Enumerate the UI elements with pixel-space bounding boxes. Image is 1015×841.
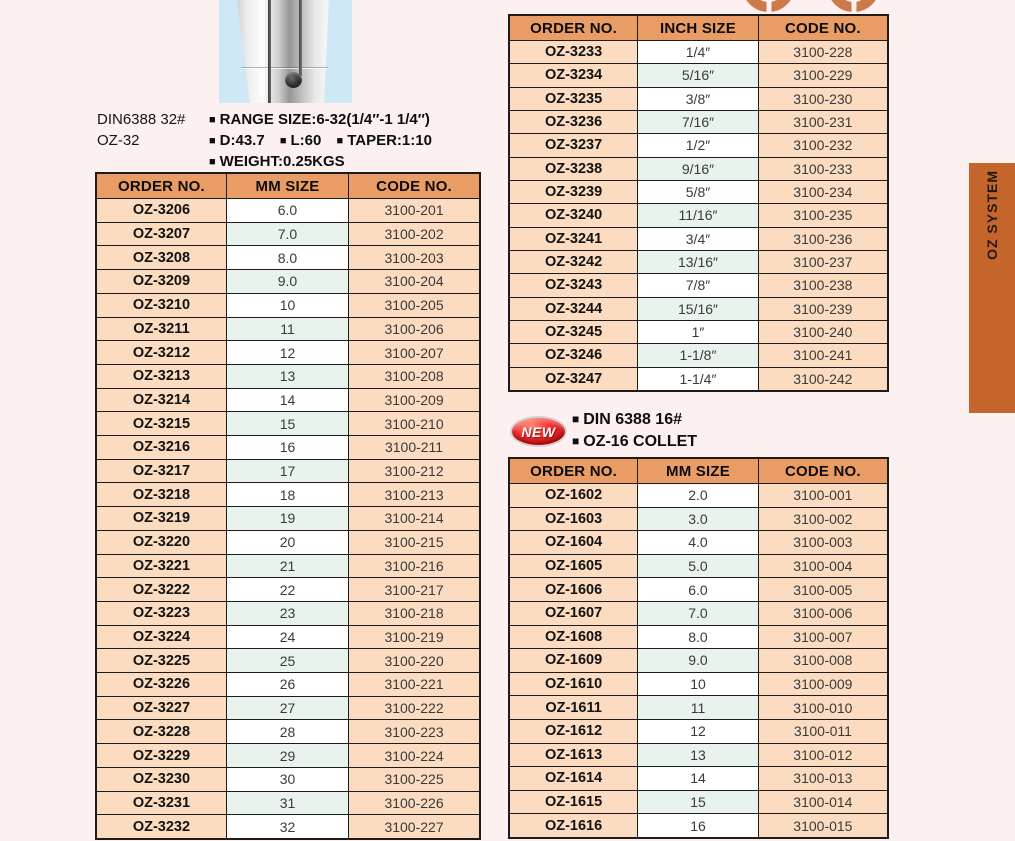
order-no-cell: OZ-3209 [97,270,227,293]
code-no-cell: 3100-212 [349,460,479,483]
size-cell: 10 [227,294,349,317]
table-header-row [510,459,887,484]
order-no-cell: OZ-3232 [97,815,227,838]
size-cell: 7/8″ [638,274,759,296]
oz32-mm-table [95,172,481,840]
code-no-cell: 3100-210 [349,412,479,435]
code-no-cell: 3100-213 [349,483,479,506]
size-cell: 13 [227,365,349,388]
code-no-cell: 3100-201 [349,199,479,222]
size-cell: 10 [638,673,759,696]
order-no-cell: OZ-1610 [510,673,638,696]
table-row [510,696,887,720]
order-no-cell: OZ-1611 [510,696,638,719]
code-no-cell: 3100-011 [759,720,887,743]
table-row [510,181,887,204]
spec-segment [280,132,322,149]
oz16-title-text: DIN 6388 16# [583,411,682,428]
size-cell: 11/16″ [638,204,759,226]
size-cell: 24 [227,626,349,649]
order-no-cell: OZ-3225 [97,649,227,672]
code-no-cell: 3100-009 [759,673,887,696]
table-row [97,744,479,768]
spec-line-weight [209,151,432,172]
order-no-cell: OZ-3226 [97,673,227,696]
code-no-cell: 3100-230 [759,88,887,110]
table-row [510,368,887,390]
order-no-cell: OZ-3245 [510,321,638,343]
code-no-cell: 3100-002 [759,508,887,531]
oz16-title-collet [572,431,697,453]
size-cell: 8.0 [638,626,759,649]
order-no-cell: OZ-3211 [97,318,227,341]
spec-segment [337,132,432,149]
order-no-cell: OZ-1602 [510,484,638,507]
spec-segment [209,111,430,128]
code-no-cell: 3100-013 [759,767,887,790]
order-no-cell: OZ-3218 [97,483,227,506]
table-row [97,365,479,389]
size-cell: 7.0 [227,223,349,246]
collet-ring-graphic [827,0,880,12]
oz32-model-block [97,109,185,151]
code-no-cell: 3100-225 [349,768,479,791]
collet-slot-line [268,0,271,103]
size-cell: 1/4″ [638,41,759,63]
order-no-cell: OZ-3242 [510,251,638,273]
table-header-row [97,174,479,199]
table-row [97,720,479,744]
order-no-cell: OZ-3247 [510,368,638,390]
table-row [97,507,479,531]
table-row [510,251,887,274]
code-no-cell: 3100-207 [349,341,479,364]
bullet-square-icon: ■ [336,135,344,147]
size-cell: 19 [227,507,349,530]
code-no-cell: 3100-236 [759,228,887,250]
table-row [97,199,479,223]
code-no-cell: 3100-231 [759,111,887,133]
spec-segment [209,153,345,170]
size-cell: 9.0 [227,270,349,293]
spec-line-range [209,109,432,130]
collet-body-graphic [219,0,352,103]
code-no-cell: 3100-014 [759,791,887,814]
spec-segment [209,132,265,149]
collet-slot-line [299,0,302,76]
size-cell: 1/2″ [638,134,759,156]
collet-photo [219,0,352,103]
table-row [97,483,479,507]
size-cell: 14 [638,767,759,790]
size-cell: 21 [227,555,349,578]
table-row [97,815,479,838]
order-no-cell: OZ-3208 [97,246,227,269]
table-row [510,626,887,650]
table-row [510,578,887,602]
code-no-cell: 3100-003 [759,531,887,554]
column-header-code-no: CODE NO. [376,177,452,195]
size-cell: 6.0 [227,199,349,222]
size-cell: 30 [227,768,349,791]
table-row [97,602,479,626]
spec-line-dimensions [209,130,432,151]
size-cell: 3/4″ [638,228,759,250]
code-no-cell: 3100-204 [349,270,479,293]
code-no-cell: 3100-226 [349,792,479,815]
order-no-cell: OZ-3215 [97,412,227,435]
order-no-cell: OZ-3243 [510,274,638,296]
order-no-cell: OZ-3229 [97,744,227,767]
code-no-cell: 3100-221 [349,673,479,696]
size-cell: 16 [227,436,349,459]
table-row [97,246,479,270]
table-row [510,602,887,626]
size-cell: 12 [638,720,759,743]
code-no-cell: 3100-005 [759,578,887,601]
model-din-label: DIN6388 32# [97,111,186,128]
order-no-cell: OZ-1614 [510,767,638,790]
order-no-cell: OZ-3240 [510,204,638,226]
order-no-cell: OZ-3222 [97,578,227,601]
column-header-mm-size: MM SIZE [638,459,759,483]
model-oz32-label: OZ-32 [97,132,140,149]
code-no-cell: 3100-006 [759,602,887,625]
bullet-square-icon: ■ [572,434,580,448]
code-no-cell: 3100-001 [759,484,887,507]
oz32-specs [209,109,432,172]
table-row [97,341,479,365]
table-row [97,673,479,697]
table-row [510,531,887,555]
code-no-cell: 3100-211 [349,436,479,459]
code-no-cell: 3100-220 [349,649,479,672]
spec-text: D:43.7 [219,132,265,149]
table-row [510,64,887,87]
table-row [510,228,887,251]
collet-seam-line [241,67,328,68]
code-no-cell: 3100-238 [759,274,887,296]
table-row [510,720,887,744]
table-body [510,41,887,390]
code-no-cell: 3100-227 [349,815,479,838]
table-row [97,460,479,484]
code-no-cell: 3100-241 [759,344,887,366]
order-no-cell: OZ-1609 [510,649,638,672]
table-row [97,649,479,673]
size-cell: 32 [227,815,349,838]
code-no-cell: 3100-232 [759,134,887,156]
size-cell: 12 [227,341,349,364]
oz16-title-text: OZ-16 COLLET [583,433,698,450]
order-no-cell: OZ-3237 [510,134,638,156]
size-cell: 11 [638,696,759,719]
size-cell: 7.0 [638,602,759,625]
code-no-cell: 3100-203 [349,246,479,269]
order-no-cell: OZ-3224 [97,626,227,649]
table-row [510,111,887,134]
size-cell: 25 [227,649,349,672]
column-header-order-no: ORDER NO. [510,16,638,40]
order-no-cell: OZ-3213 [97,365,227,388]
code-no-cell: 3100-239 [759,298,887,320]
oz16-mm-table [508,457,889,839]
order-no-cell: OZ-3217 [97,460,227,483]
code-no-cell: 3100-015 [759,814,887,837]
order-no-cell: OZ-3214 [97,389,227,412]
order-no-cell: OZ-3207 [97,223,227,246]
order-no-cell: OZ-3228 [97,720,227,743]
order-no-cell: OZ-3235 [510,88,638,110]
code-no-cell: 3100-208 [349,365,479,388]
new-badge: NEW [510,416,567,447]
size-cell: 4.0 [638,531,759,554]
table-row [97,768,479,792]
bullet-square-icon: ■ [279,135,287,147]
order-no-cell: OZ-3234 [510,64,638,86]
order-no-cell: OZ-3206 [97,199,227,222]
size-cell: 2.0 [638,484,759,507]
code-no-cell: 3100-222 [349,697,479,720]
spec-text: RANGE SIZE:6-32(1/4″-1 1/4″) [219,111,430,128]
size-cell: 8.0 [227,246,349,269]
order-no-cell: OZ-3210 [97,294,227,317]
table-row [510,88,887,111]
size-cell: 3.0 [638,508,759,531]
table-row [97,697,479,721]
size-cell: 18 [227,483,349,506]
table-row [510,791,887,815]
table-row [510,484,887,508]
order-no-cell: OZ-3227 [97,697,227,720]
spec-text: WEIGHT:0.25KGS [219,153,345,170]
table-row [510,298,887,321]
order-no-cell: OZ-1615 [510,791,638,814]
table-header-row [510,16,887,41]
code-no-cell: 3100-235 [759,204,887,226]
size-cell: 9.0 [638,649,759,672]
code-no-cell: 3100-216 [349,555,479,578]
bullet-square-icon: ■ [209,156,216,168]
spec-text: L:60 [290,132,322,149]
table-row [97,436,479,460]
order-no-cell: OZ-3231 [97,792,227,815]
order-no-cell: OZ-1605 [510,555,638,578]
code-no-cell: 3100-004 [759,555,887,578]
size-cell: 9/16″ [638,158,759,180]
oz-system-tab-label: OZ SYSTEM [984,170,1000,260]
size-cell: 6.0 [638,578,759,601]
table-row [510,204,887,227]
oz16-title-din [572,409,697,431]
code-no-cell: 3100-202 [349,223,479,246]
size-cell: 20 [227,531,349,554]
oz16-title-block [572,409,697,453]
code-no-cell: 3100-215 [349,531,479,554]
order-no-cell: OZ-1613 [510,744,638,767]
spec-text: TAPER:1:10 [347,132,432,149]
table-row [510,673,887,697]
code-no-cell: 3100-233 [759,158,887,180]
code-no-cell: 3100-214 [349,507,479,530]
code-no-cell: 3100-008 [759,649,887,672]
code-no-cell: 3100-217 [349,578,479,601]
size-cell: 1-1/4″ [638,368,759,390]
table-row [510,134,887,157]
table-row [97,270,479,294]
order-no-cell: OZ-3212 [97,341,227,364]
table-row [510,767,887,791]
order-no-cell: OZ-3244 [510,298,638,320]
code-no-cell: 3100-223 [349,720,479,743]
table-row [97,318,479,342]
size-cell: 22 [227,578,349,601]
table-row [97,792,479,816]
table-row [510,321,887,344]
table-row [97,531,479,555]
table-row [97,578,479,602]
code-no-cell: 3100-240 [759,321,887,343]
oz32-inch-table [508,14,889,392]
size-cell: 13 [638,744,759,767]
table-body [97,199,479,838]
order-no-cell: OZ-3220 [97,531,227,554]
code-no-cell: 3100-010 [759,696,887,719]
table-body [510,484,887,837]
size-cell: 26 [227,673,349,696]
table-row [510,555,887,579]
code-no-cell: 3100-224 [349,744,479,767]
column-header-order-no: ORDER NO. [510,459,638,483]
order-no-cell: OZ-3246 [510,344,638,366]
oz-system-side-tab [969,163,1015,413]
order-no-cell: OZ-3239 [510,181,638,203]
size-cell: 15 [638,791,759,814]
order-no-cell: OZ-1607 [510,602,638,625]
size-cell: 13/16″ [638,251,759,273]
table-row [510,744,887,768]
size-cell: 15/16″ [638,298,759,320]
size-cell: 5/8″ [638,181,759,203]
table-row [510,344,887,367]
table-row [510,41,887,64]
code-no-cell: 3100-209 [349,389,479,412]
table-row [97,223,479,247]
column-header-code-no: CODE NO. [784,19,861,37]
size-cell: 11 [227,318,349,341]
collet-hole [285,72,302,88]
size-cell: 23 [227,602,349,625]
collet-ring-graphic [742,0,795,12]
column-header-order-no: ORDER NO. [97,174,227,198]
code-no-cell: 3100-237 [759,251,887,273]
bullet-square-icon: ■ [209,135,216,147]
size-cell: 1″ [638,321,759,343]
column-header-mm-size: MM SIZE [227,174,349,198]
table-row [97,389,479,413]
size-cell: 29 [227,744,349,767]
order-no-cell: OZ-3216 [97,436,227,459]
size-cell: 16 [638,814,759,837]
size-cell: 7/16″ [638,111,759,133]
order-no-cell: OZ-3241 [510,228,638,250]
size-cell: 14 [227,389,349,412]
order-no-cell: OZ-1606 [510,578,638,601]
code-no-cell: 3100-228 [759,41,887,63]
size-cell: 15 [227,412,349,435]
table-row [97,626,479,650]
size-cell: 5/16″ [638,64,759,86]
table-row [97,412,479,436]
code-no-cell: 3100-206 [349,318,479,341]
table-row [510,649,887,673]
order-no-cell: OZ-1616 [510,814,638,837]
code-no-cell: 3100-229 [759,64,887,86]
order-no-cell: OZ-3233 [510,41,638,63]
table-row [510,158,887,181]
bullet-square-icon: ■ [209,114,216,126]
table-row [510,508,887,532]
size-cell: 5.0 [638,555,759,578]
size-cell: 17 [227,460,349,483]
code-no-cell: 3100-234 [759,181,887,203]
code-no-cell: 3100-205 [349,294,479,317]
table-row [510,274,887,297]
code-no-cell: 3100-012 [759,744,887,767]
code-no-cell: 3100-007 [759,626,887,649]
order-no-cell: OZ-3238 [510,158,638,180]
order-no-cell: OZ-3223 [97,602,227,625]
size-cell: 27 [227,697,349,720]
order-no-cell: OZ-1603 [510,508,638,531]
code-no-cell: 3100-242 [759,368,887,390]
table-row [97,555,479,579]
column-header-inch-size: INCH SIZE [638,16,759,40]
size-cell: 3/8″ [638,88,759,110]
size-cell: 1-1/8″ [638,344,759,366]
column-header-code-no: CODE NO. [784,462,861,480]
order-no-cell: OZ-3236 [510,111,638,133]
order-no-cell: OZ-1604 [510,531,638,554]
order-no-cell: OZ-3221 [97,555,227,578]
table-row [510,814,887,837]
code-no-cell: 3100-218 [349,602,479,625]
code-no-cell: 3100-219 [349,626,479,649]
order-no-cell: OZ-1608 [510,626,638,649]
order-no-cell: OZ-3219 [97,507,227,530]
order-no-cell: OZ-1612 [510,720,638,743]
order-no-cell: OZ-3230 [97,768,227,791]
size-cell: 28 [227,720,349,743]
bullet-square-icon: ■ [572,412,580,426]
table-row [97,294,479,318]
size-cell: 31 [227,792,349,815]
